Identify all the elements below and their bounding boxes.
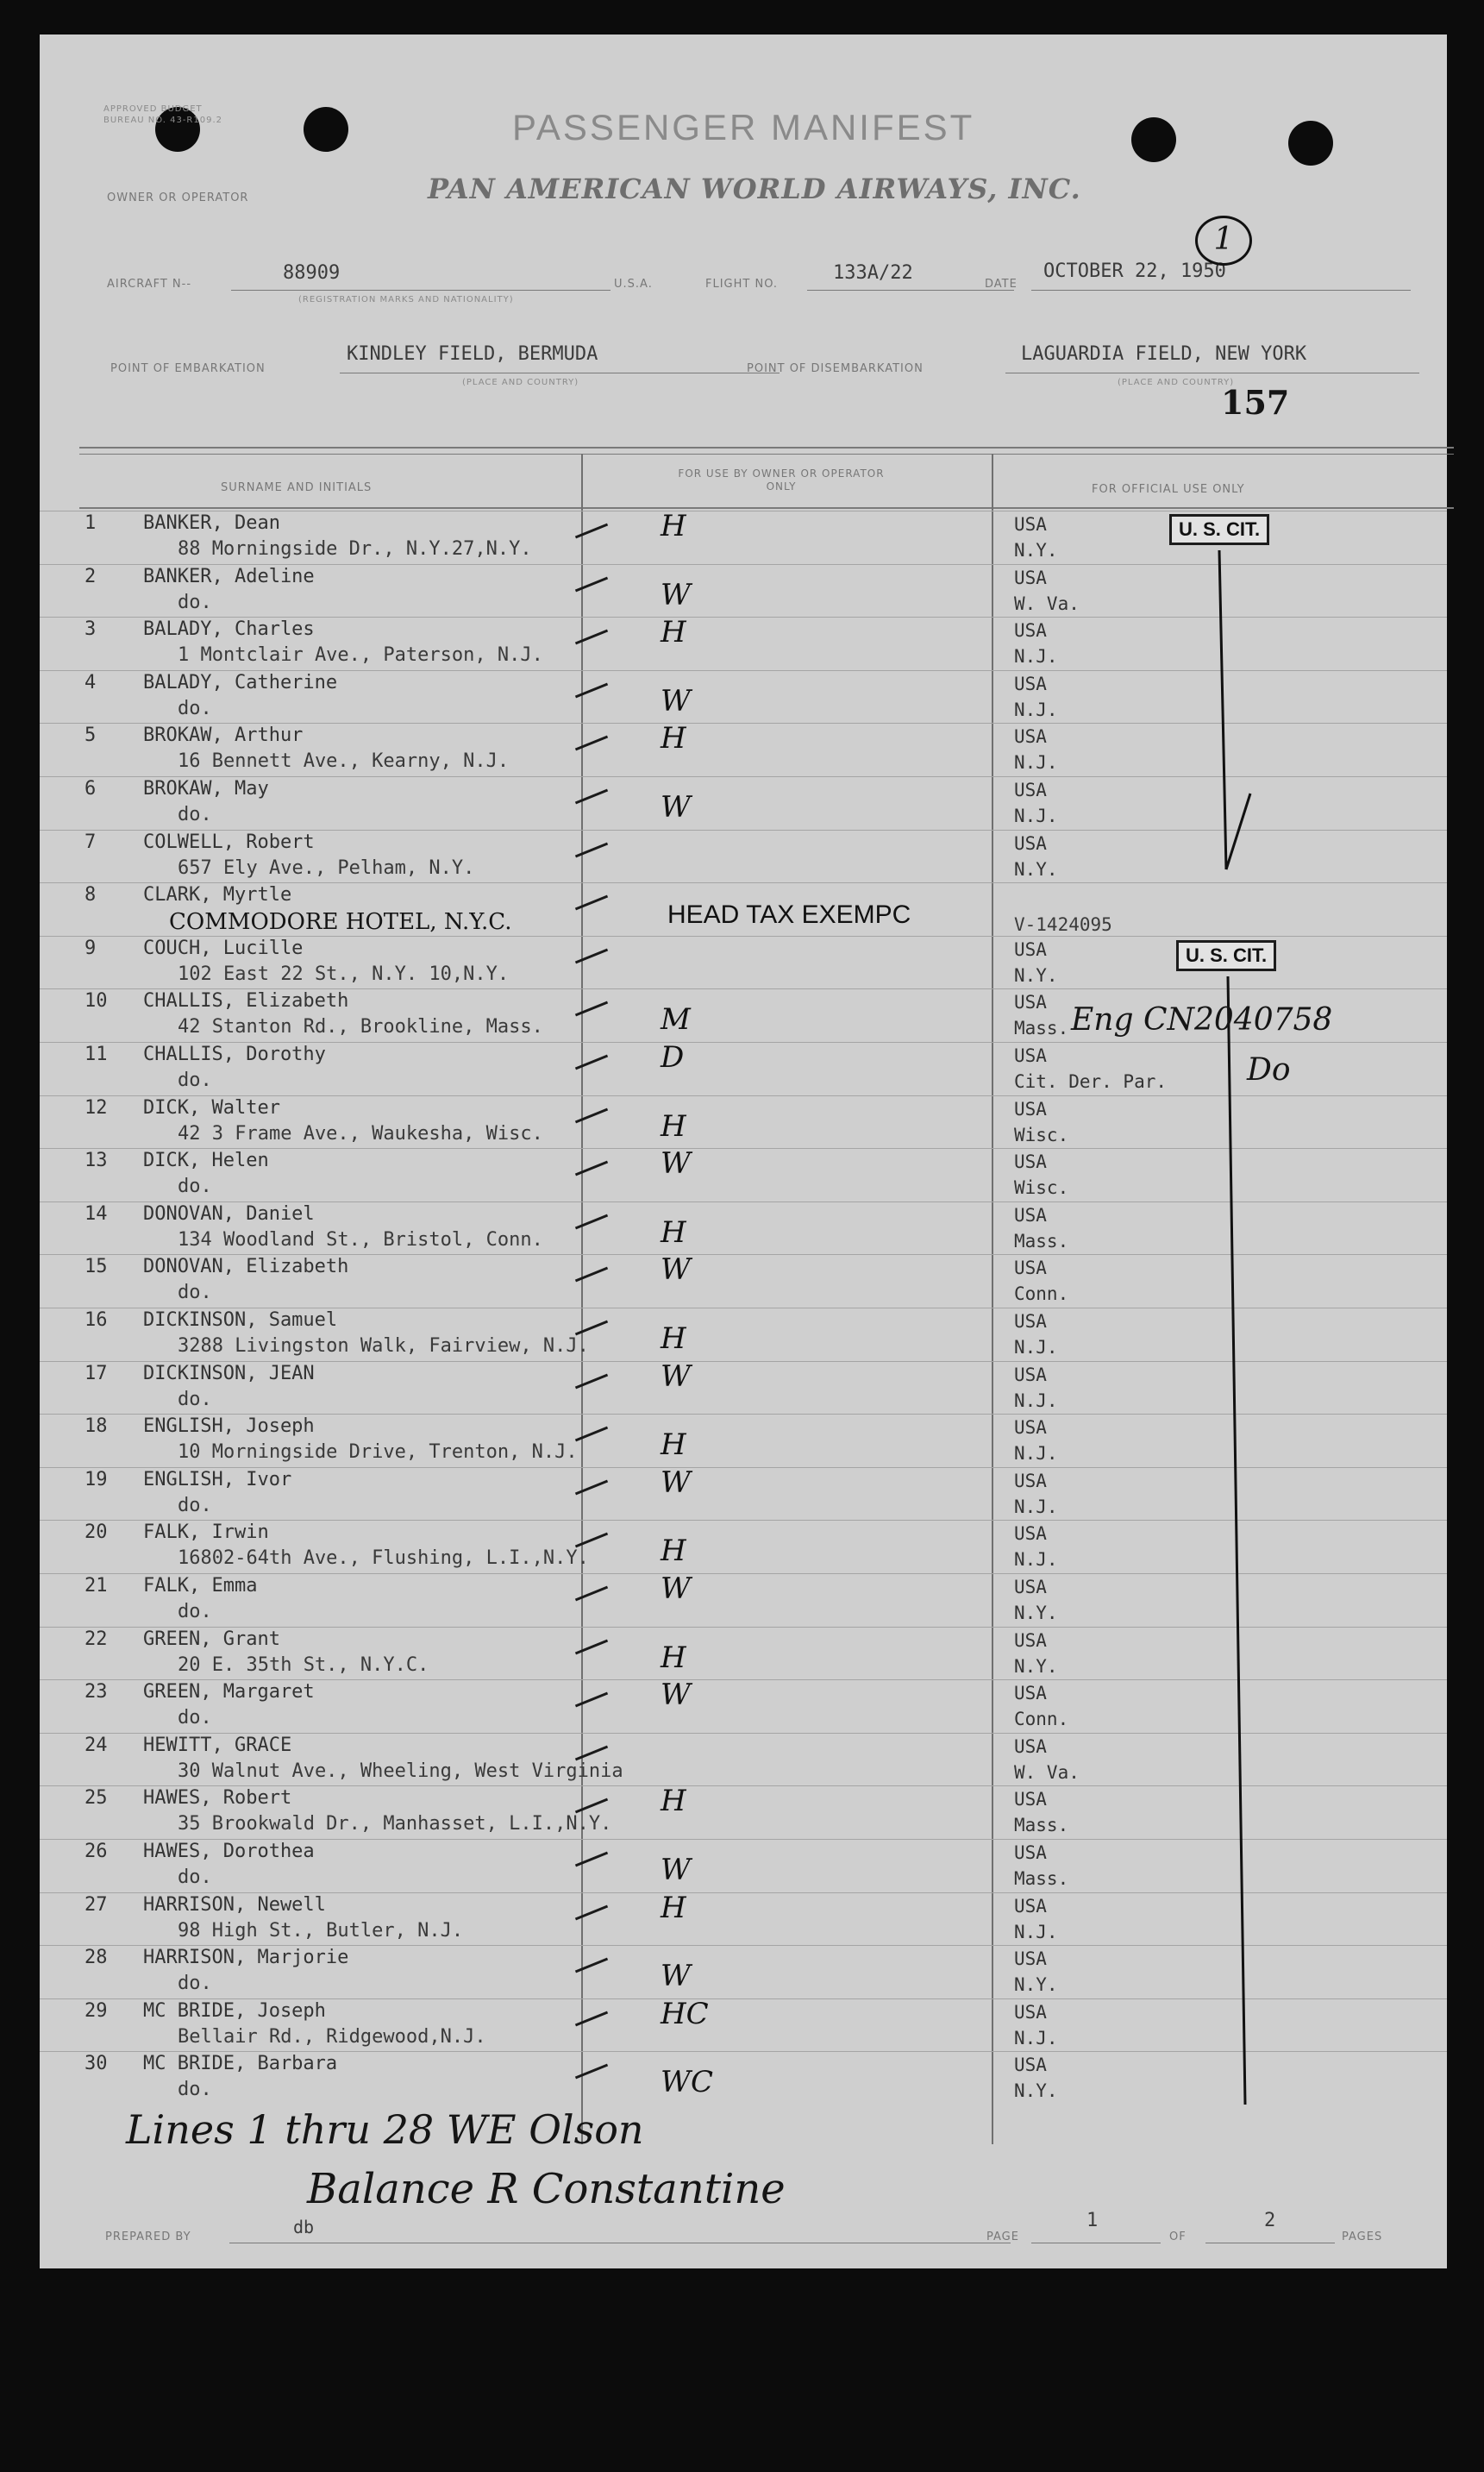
passenger-num: 27 (85, 1893, 108, 1916)
passenger-addr: do. (178, 1388, 212, 1410)
passenger-cit: USA (1014, 1098, 1047, 1120)
passenger-name: DICKINSON, JEAN (143, 1362, 315, 1384)
passenger-name: DONOVAN, Daniel (143, 1202, 315, 1225)
airline-name: PAN AMERICAN WORLD AIRWAYS, INC. (428, 173, 1081, 205)
date-label: DATE (985, 278, 1018, 291)
passenger-name: BANKER, Adeline (143, 565, 315, 587)
passenger-num: 13 (85, 1150, 108, 1172)
preparer-initials: db (293, 2217, 315, 2237)
us-citizen-stamp: U. S. CIT. (1176, 940, 1276, 971)
passenger-cit: USA (1014, 2001, 1047, 2023)
owner-code: W (661, 1853, 691, 1887)
passenger-addr: 102 East 22 St., N.Y. 10,N.Y. (178, 963, 510, 985)
passenger-res: N.Y. (1014, 858, 1058, 880)
hotel-note: COMMODORE HOTEL, N.Y.C. (169, 909, 512, 935)
owner-code: H (661, 1890, 686, 1925)
aircraft-number: 88909 (283, 262, 341, 284)
passenger-addr: do. (178, 1601, 212, 1622)
col-owner-header: FOR USE BY OWNER OR OPERATOR ONLY (678, 467, 885, 493)
passenger-cit: USA (1014, 1470, 1047, 1491)
passenger-res: N.Y. (1014, 964, 1058, 986)
passenger-res: N.J. (1014, 1549, 1058, 1571)
passenger-name: MC BRIDE, Joseph (143, 1999, 326, 2022)
aircraft-label: AIRCRAFT N-- (107, 278, 192, 291)
passenger-name: HAWES, Dorothea (143, 1841, 315, 1862)
passenger-num: 30 (85, 2053, 108, 2075)
passenger-cit: USA (1014, 1204, 1047, 1226)
passenger-res: N.Y. (1014, 540, 1058, 561)
passenger-res: N.J. (1014, 806, 1058, 826)
passenger-cit: USA (1014, 1151, 1047, 1173)
owner-code: M (661, 1002, 691, 1038)
passenger-cit: USA (1014, 938, 1047, 960)
disembarkation-value: LAGUARDIA FIELD, NEW YORK (1021, 343, 1307, 365)
signature: Balance R Constantine (307, 2165, 786, 2213)
passenger-name: GREEN, Margaret (143, 1681, 315, 1703)
passenger-res: N.Y. (1014, 1603, 1058, 1623)
flight-number: 133A/22 (833, 262, 913, 284)
passenger-num: 15 (85, 1256, 108, 1278)
owner-code: H (661, 1214, 686, 1250)
passenger-addr: do. (178, 1282, 212, 1304)
passenger-num: 2 (85, 565, 97, 587)
passenger-addr: do. (178, 1707, 212, 1729)
passenger-addr: do. (178, 1070, 212, 1091)
passenger-num: 16 (85, 1309, 108, 1331)
owner-code: WC (661, 2065, 713, 2100)
country-label: U.S.A. (614, 278, 653, 291)
circled-number-text: 1 (1213, 222, 1234, 257)
passenger-addr: 16802-64th Ave., Flushing, L.I.,N.Y. (178, 1547, 589, 1570)
passenger-addr: 16 Bennett Ave., Kearny, N.J. (178, 750, 510, 773)
passenger-res: W. Va. (1014, 593, 1080, 614)
us-citizen-stamp: U. S. CIT. (1169, 514, 1269, 545)
passenger-res: N.J. (1014, 2027, 1058, 2048)
passenger-name: HARRISON, Newell (143, 1893, 326, 1916)
passenger-res: Mass. (1014, 1018, 1069, 1039)
passenger-num: 6 (85, 778, 97, 800)
passenger-cit: USA (1014, 1364, 1047, 1385)
passenger-num: 17 (85, 1362, 108, 1384)
passenger-name: BALADY, Charles (143, 618, 315, 641)
passenger-res: Conn. (1014, 1283, 1069, 1305)
embarkation-value: KINDLEY FIELD, BERMUDA (347, 343, 598, 365)
owner-code: D (661, 1040, 685, 1075)
passenger-addr: 42 3 Frame Ave., Waukesha, Wisc. (178, 1122, 543, 1145)
passenger-res: Mass. (1014, 1815, 1069, 1836)
head-tax-note: HEAD TAX EXEMPC (667, 900, 911, 929)
passenger-name: BROKAW, May (143, 778, 269, 800)
passenger-cit: USA (1014, 1417, 1047, 1439)
passenger-cit: USA (1014, 1523, 1047, 1545)
passenger-name: DONOVAN, Elizabeth (143, 1256, 349, 1278)
passenger-cit: USA (1014, 514, 1047, 535)
page-total: 2 (1264, 2210, 1276, 2231)
passenger-name: MC BRIDE, Barbara (143, 2053, 338, 2075)
owner-code: H (661, 1784, 686, 1819)
passenger-num: 10 (85, 990, 108, 1013)
passenger-cit: USA (1014, 1895, 1047, 1917)
flight-date: OCTOBER 22, 1950 (1043, 260, 1226, 282)
owner-code: H (661, 1108, 686, 1144)
passenger-num: 8 (85, 884, 97, 907)
passenger-addr: 134 Woodland St., Bristol, Conn. (178, 1228, 543, 1251)
eng-number: Eng CN2040758 (1071, 1002, 1333, 1038)
passenger-res: Wisc. (1014, 1124, 1069, 1145)
passenger-cit: USA (1014, 1842, 1047, 1863)
owner-code: W (661, 1252, 691, 1288)
passenger-name: GREEN, Grant (143, 1628, 280, 1650)
col-official-header: FOR OFFICIAL USE ONLY (1092, 483, 1245, 496)
passenger-addr: do. (178, 697, 212, 719)
passenger-res: Mass. (1014, 1230, 1069, 1252)
passenger-num: 14 (85, 1202, 108, 1225)
passenger-res: N.J. (1014, 646, 1058, 668)
owner-code: W (661, 1146, 691, 1182)
passenger-num: 25 (85, 1787, 108, 1810)
owner-code: H (661, 1534, 686, 1569)
passenger-addr: 35 Brookwald Dr., Manhasset, L.I.,N.Y. (178, 1813, 612, 1835)
passenger-num: 29 (85, 1999, 108, 2022)
manifest-sheet (40, 35, 1447, 2268)
passenger-name: FALK, Emma (143, 1575, 258, 1597)
passenger-name: HEWITT, GRACE (143, 1734, 292, 1756)
passenger-cit: USA (1014, 1258, 1047, 1279)
passenger-cit: USA (1014, 726, 1047, 748)
of-label: OF (1169, 2230, 1187, 2243)
passenger-res: W. Va. (1014, 1761, 1080, 1783)
owner-code: H (661, 721, 686, 756)
passenger-cit: USA (1014, 2055, 1047, 2076)
passenger-res: Conn. (1014, 1709, 1069, 1730)
passenger-res: N.J. (1014, 1390, 1058, 1411)
passenger-cit: USA (1014, 1683, 1047, 1704)
lines-note: Lines 1 thru 28 WE Olson (126, 2106, 644, 2153)
passenger-res: N.J. (1014, 1337, 1058, 1358)
passenger-addr: do. (178, 1176, 212, 1198)
passenger-num: 19 (85, 1468, 108, 1490)
page-label: PAGE (986, 2230, 1019, 2243)
passenger-num: 21 (85, 1575, 108, 1597)
passenger-cit: USA (1014, 1311, 1047, 1332)
passenger-addr: do. (178, 2079, 212, 2101)
passenger-res: N.J. (1014, 1921, 1058, 1942)
owner-code: W (661, 577, 691, 612)
owner-label: OWNER OR OPERATOR (107, 191, 249, 204)
passenger-res: N.Y. (1014, 2080, 1058, 2102)
passenger-cit: USA (1014, 673, 1047, 694)
passenger-addr: do. (178, 1867, 212, 1888)
owner-code: H (661, 509, 686, 543)
owner-code: W (661, 683, 691, 718)
passenger-addr: 20 E. 35th St., N.Y.C. (178, 1653, 429, 1676)
passenger-num: 12 (85, 1096, 108, 1119)
passenger-res: N.Y. (1014, 1655, 1058, 1677)
passenger-addr: 657 Ely Ave., Pelham, N.Y. (178, 856, 475, 879)
passenger-num: 5 (85, 725, 97, 747)
col-surname-header: SURNAME AND INITIALS (221, 481, 373, 494)
passenger-cit: USA (1014, 567, 1047, 588)
passenger-num: 18 (85, 1415, 108, 1438)
passenger-res: Cit. Der. Par. (1014, 1071, 1168, 1092)
passenger-num: 22 (85, 1628, 108, 1650)
flight-label: FLIGHT NO. (705, 278, 779, 291)
passenger-addr: 3288 Livingston Walk, Fairview, N.J. (178, 1335, 589, 1357)
passenger-addr: do. (178, 1494, 212, 1516)
passenger-name: CHALLIS, Elizabeth (143, 990, 349, 1013)
passenger-num: 20 (85, 1521, 108, 1544)
prepared-by-label: PREPARED BY (105, 2230, 191, 2243)
owner-code: W (661, 1959, 691, 1994)
ditto-mark: Do (1247, 1052, 1291, 1088)
owner-code: H (661, 1640, 686, 1675)
passenger-num: 3 (85, 618, 97, 641)
passenger-name: BROKAW, Arthur (143, 725, 304, 747)
passenger-cit: USA (1014, 1577, 1047, 1597)
approval-stamp: APPROVED BUDGET BUREAU NO. 43-R109.2 (103, 104, 222, 125)
passenger-res: Mass. (1014, 1868, 1069, 1889)
passenger-res: N.J. (1014, 699, 1058, 720)
passenger-name: HARRISON, Marjorie (143, 1947, 349, 1969)
passenger-cit: USA (1014, 1045, 1047, 1066)
passenger-cit: USA (1014, 1735, 1047, 1757)
sheet-number: 157 (1221, 383, 1290, 422)
owner-code: HC (661, 1996, 709, 2031)
embarkation-label: POINT OF EMBARKATION (110, 362, 266, 375)
owner-code: W (661, 1678, 691, 1713)
passenger-num: 11 (85, 1044, 108, 1065)
passenger-name: BANKER, Dean (143, 512, 280, 534)
passenger-addr: 10 Morningside Drive, Trenton, N.J. (178, 1441, 578, 1464)
passenger-addr: 1 Montclair Ave., Paterson, N.J. (178, 644, 543, 667)
passenger-addr: do. (178, 1973, 212, 1995)
passenger-res: N.J. (1014, 752, 1058, 774)
passenger-name: ENGLISH, Joseph (143, 1415, 315, 1438)
passenger-name: DICKINSON, Samuel (143, 1309, 338, 1331)
place-note: (PLACE AND COUNTRY) (462, 378, 579, 387)
passenger-name: FALK, Irwin (143, 1521, 269, 1544)
passenger-num: 7 (85, 831, 97, 853)
passenger-name: CHALLIS, Dorothy (143, 1044, 326, 1065)
passenger-addr: do. (178, 591, 212, 613)
owner-code: H (661, 615, 686, 650)
passenger-res: N.J. (1014, 1496, 1058, 1517)
passenger-res: Wisc. (1014, 1177, 1069, 1199)
passenger-name: ENGLISH, Ivor (143, 1468, 292, 1490)
owner-code: W (661, 1572, 691, 1606)
registration-note: (REGISTRATION MARKS AND NATIONALITY) (298, 295, 514, 304)
passenger-addr: 42 Stanton Rd., Brookline, Mass. (178, 1016, 543, 1038)
passenger-name: HAWES, Robert (143, 1787, 292, 1810)
owner-code: W (661, 1465, 691, 1500)
page-number: 1 (1086, 2210, 1099, 2231)
owner-code: W (661, 1358, 691, 1394)
passenger-res: N.Y. (1014, 1974, 1058, 1996)
passenger-cit: USA (1014, 832, 1047, 854)
owner-code: W (661, 790, 691, 825)
passenger-addr: 88 Morningside Dr., N.Y.27,N.Y. (178, 538, 532, 560)
passenger-num: 26 (85, 1841, 108, 1862)
passenger-cit: USA (1014, 992, 1047, 1013)
passenger-num: 9 (85, 937, 97, 959)
passenger-cit: USA (1014, 1629, 1047, 1651)
passenger-num: 1 (85, 512, 97, 534)
passenger-num: 4 (85, 671, 97, 693)
owner-code: H (661, 1321, 686, 1356)
form-title: PASSENGER MANIFEST (512, 107, 975, 147)
passenger-addr: 98 High St., Butler, N.J. (178, 1919, 464, 1942)
passenger-cit: USA (1014, 620, 1047, 642)
disembarkation-label: POINT OF DISEMBARKATION (747, 362, 924, 375)
passenger-addr: do. (178, 804, 212, 825)
passenger-name: DICK, Helen (143, 1150, 269, 1172)
bracket-lines (40, 35, 1447, 2268)
passenger-addr: 30 Walnut Ave., Wheeling, West Virginia (178, 1760, 623, 1782)
passenger-name: COUCH, Lucille (143, 937, 304, 959)
passenger-num: 23 (85, 1681, 108, 1703)
passenger-num: 24 (85, 1734, 108, 1756)
passenger-num: 28 (85, 1947, 108, 1969)
passenger-cit: USA (1014, 780, 1047, 800)
passenger-cit: USA (1014, 1948, 1047, 1970)
owner-code: H (661, 1427, 686, 1463)
passenger-cit: USA (1014, 1789, 1047, 1810)
passenger-name: COLWELL, Robert (143, 831, 315, 853)
passenger-name: CLARK, Myrtle (143, 884, 292, 907)
passenger-name: DICK, Walter (143, 1096, 280, 1119)
place-note: (PLACE AND COUNTRY) (1118, 378, 1235, 387)
visa-number: V-1424095 (1014, 914, 1112, 935)
pages-label: PAGES (1342, 2230, 1383, 2243)
passenger-res: N.J. (1014, 1443, 1058, 1465)
passenger-name: BALADY, Catherine (143, 671, 338, 693)
passenger-addr: Bellair Rd., Ridgewood,N.J. (178, 2025, 486, 2048)
